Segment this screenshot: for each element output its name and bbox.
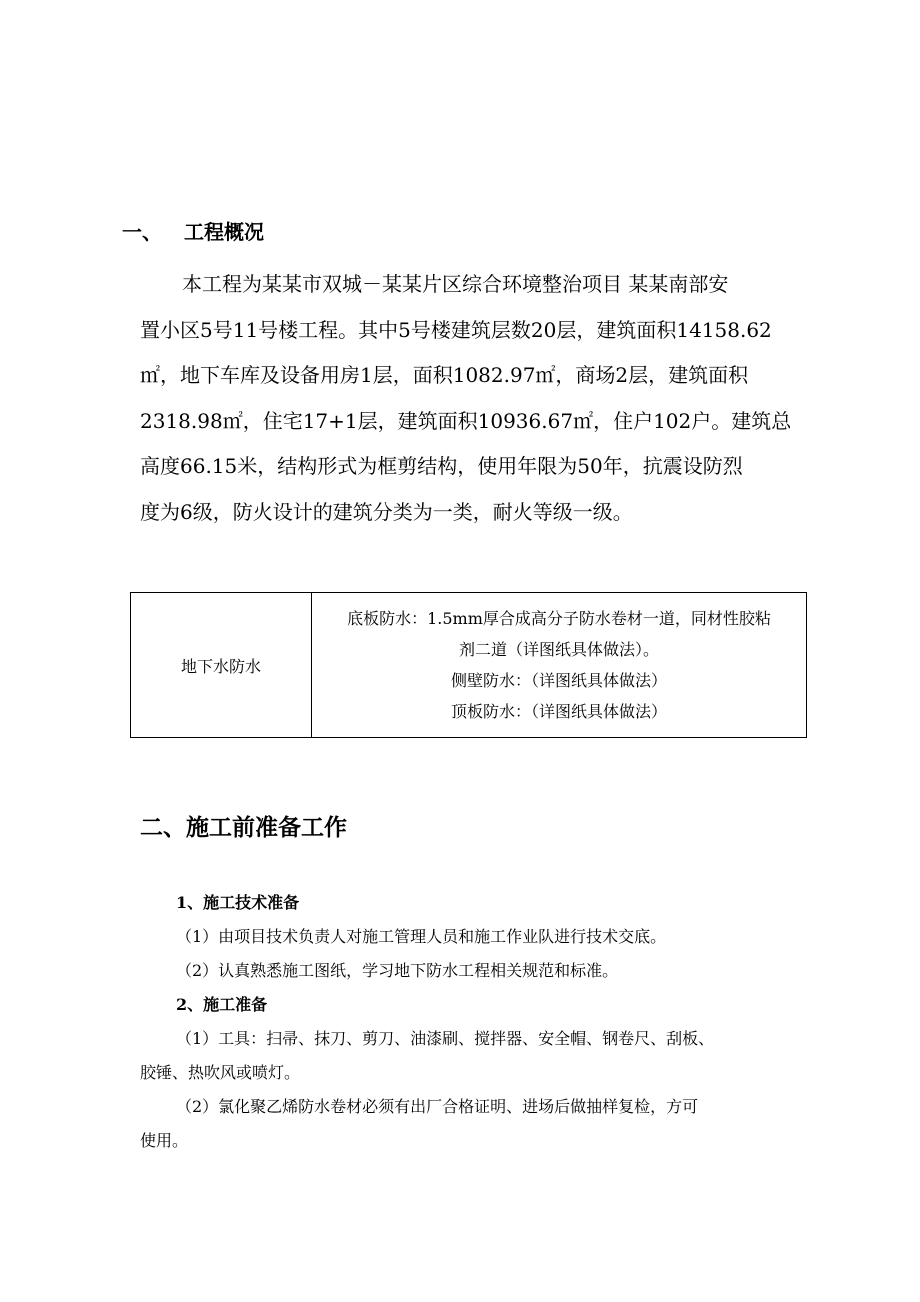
table-content-line: 顶板防水：（详图纸具体做法） [450, 702, 667, 721]
sub1-item: （1）由项目技术负责人对施工管理人员和施工作业队进行技术交底。 [176, 927, 667, 946]
paragraph-line: 2318.98㎡，住宅17+1层，建筑面积10936.67㎡，住户102户。建筑总 [140, 408, 792, 433]
paragraph-line: ㎡，地下车库及设备用房1层，面积1082.97㎡，商场2层，建筑面积 [140, 363, 749, 387]
section2-body [140, 886, 800, 1158]
section1-number: 一、 [122, 220, 162, 244]
table-content-line: 剂二道（详图纸具体做法）。 [458, 640, 659, 659]
sub1-item: （2）认真熟悉施工图纸，学习地下防水工程相关规范和标准。 [176, 961, 619, 980]
section1-title: 工程概况 [184, 220, 264, 244]
sub2-item1-line2: 胶锤、热吹风或喷灯。 [140, 1063, 301, 1082]
section2-heading: 二、施工前准备工作 [140, 815, 347, 841]
paragraph-line: 高度66.15米，结构形式为框剪结构，使用年限为50年，抗震设防烈 [140, 454, 743, 478]
table-label-cell: 地下水防水 [131, 593, 312, 738]
paragraph-line: 本工程为某某市双城－某某片区综合环境整治项目 某某南部安 [182, 272, 729, 296]
sub2-item2-line2: 使用。 [140, 1131, 189, 1150]
table-content-line: 底板防水：1.5mm厚合成高分子防水卷材一道，同材性胶粘 [347, 609, 771, 628]
paragraph-line: 度为6级，防火设计的建筑分类为一类，耐火等级一级。 [140, 499, 633, 524]
sub2-heading: 2、施工准备 [176, 995, 268, 1014]
section1-heading [122, 218, 264, 246]
table-content-line: 侧壁防水：（详图纸具体做法） [450, 671, 667, 690]
table-content-cell [312, 593, 807, 738]
sub1-heading: 1、施工技术准备 [176, 893, 300, 912]
sub2-item1-line1: （1）工具：扫帚、抹刀、剪刀、油漆刷、搅拌器、安全帽、钢卷尺、刮板、 [176, 1029, 715, 1048]
project-overview-paragraph [140, 262, 792, 535]
sub2-item2-line1: （2）氯化聚乙烯防水卷材必须有出厂合格证明、进场后做抽样复检，方可 [176, 1097, 699, 1116]
paragraph-line: 置小区5号11号楼工程。其中5号楼建筑层数20层，建筑面积14158.62 [140, 317, 772, 342]
waterproofing-table [130, 592, 807, 738]
table-row [131, 593, 807, 738]
